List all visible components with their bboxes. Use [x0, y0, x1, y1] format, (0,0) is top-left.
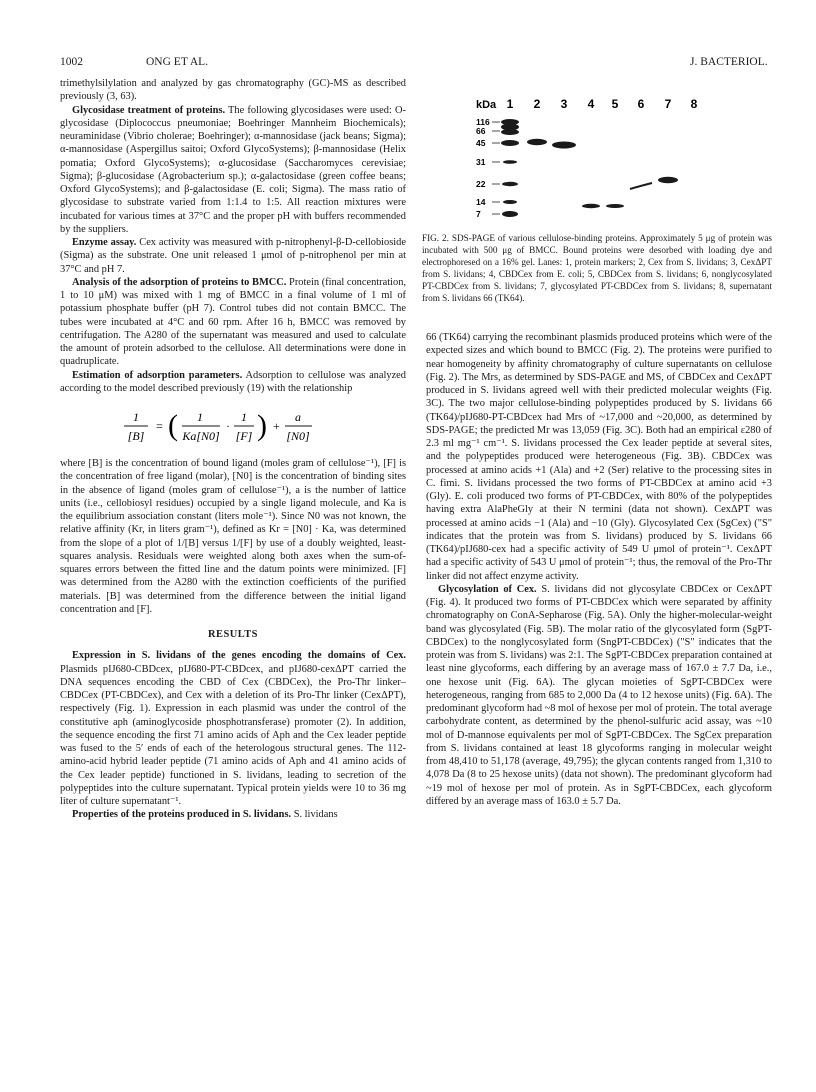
lane-label: 8 — [690, 97, 698, 111]
paragraph-text: Cex activity was measured with p-nitrophenyl-β-D-cellobioside (Sigma) as the substrate. One unit released 1 μmol of p-nitrophenol per min at 37°C and pH 7. — [60, 237, 406, 275]
marker-label: 7 — [476, 209, 481, 219]
eq-lhs-num: 1 — [133, 410, 139, 424]
adsorption-equation — [60, 401, 406, 453]
eq-c-num: a — [295, 410, 301, 424]
section-heading: Glycosylation of Cex. — [438, 583, 537, 595]
lane-label: 3 — [560, 97, 568, 111]
section-heading: Enzyme assay. — [72, 237, 137, 248]
paragraph: trimethylsilylation and analyzed by gas chromatography (GC)-MS as described previously (3, 63). — [60, 78, 406, 103]
eq-c-den: [N0] — [286, 429, 310, 443]
lane-3-band — [552, 142, 576, 149]
left-column — [60, 77, 406, 822]
lane-label: 7 — [664, 97, 672, 111]
marker-label: 14 — [476, 197, 486, 207]
marker-label: 45 — [476, 138, 486, 148]
eq-a-den: Ka[N0] — [182, 429, 220, 443]
eq-left-paren: ( — [168, 409, 178, 442]
section-heading: Analysis of the adsorption of proteins to BMCC. — [72, 276, 287, 288]
lane-label: 5 — [611, 97, 619, 111]
eq-right-paren: ) — [257, 409, 267, 442]
lane-label: 6 — [637, 97, 645, 111]
eq-equals: = — [156, 419, 163, 433]
lane-1-marker-bands — [501, 119, 519, 217]
lane-4-band — [582, 204, 600, 208]
sds-page-gel-figure — [470, 96, 720, 224]
figure-caption: FIG. 2. SDS-PAGE of various cellulose-binding proteins. Approximately 5 μg of protein was incubated with 500 μg of BMCC. Bound proteins were desorbed with loading dye and electrophoresed on a 16% gel. Lanes: 1, protein markers; 2, Cex from S. lividans; 3, CexΔPT from S. lividans; 4, CBDCex from E. coli; 5, CBDCex from S. lividans; 6, nonglycosylated PT-CBDCex from S. lividans; 7, glycosylated PT-CBDCex from S. lividans; 8, supernatant from S. lividans 66 (TK64). — [422, 233, 772, 303]
lane-7-band — [658, 177, 678, 183]
results-heading: RESULTS — [208, 629, 258, 640]
paragraph-text: S. lividans did not glycosylate CBDCex or CexΔPT (Fig. 4). It produced two forms of PT-CBDCex which were separated by affinity chromatography on ConA-Sepharose (Fig. 5A). Only the higher-molecular-weight band was glycosylated (Fig. 5B). The molar ratio of the glycosylated form (SgPT-CBDCex) to the nonglycosylated form (SngPT-CBDCex) ("S" indicates that the protein was from S. lividans) was 2:1. The SgPT-CBDCex preparation contained at least nine glycoforms, each differing by an average mass of 167.0 ± 7.7 Da, i.e., one hexose unit (Fig. 6A). The glycan moieties of SgPT-CBDCex were heterogeneous, ranging from 685 to 2,000 Da (4 to 12 hexose units) (Fig. 6A). The predominant glycoform had ~8 mol of hexose per mol of protein. The total average carbohydrate content, as determined by the phenol-sulfuric acid assay, was ~10 mol of D-mannose equivalents per mol of SgPT-CBDCex. The SgCex preparation from S. lividans contained at least 18 glycoforms ranging in molecular weight from 48,410 to 51,178 (average, 49,795); the glycan contents ranged from 1,310 to 4,078 Da (8 to 25 hexose units) (data not shown). The predominant glycoform had ~19 mol of hexose per mol of protein. As in SgPT-CBDCex, each glycoform differed by an average mass of 163.0 ± 5.7 Da. — [426, 583, 773, 807]
lane-5-band — [606, 204, 624, 208]
eq-a-num: 1 — [197, 410, 203, 424]
marker-label: 22 — [476, 179, 486, 189]
paragraph: where [B] is the concentration of bound ligand (moles gram of cellulose⁻¹), [F] is the concentration of free ligand (molar), [N0] is the concentration of binding sites in the absence of ligand (moles gram of cellulose⁻¹), a is the number of lattice units (i.e., cellobiosyl residues) occupied by a single ligand molecule, and Ka is the equilibrium association constant (liters mole⁻¹). Since N0 was not known, the relative affinity (Kr, in liters gram⁻¹), defined as Kr = [N0] · Ka, was determined from the slope of a plot of 1/[B] versus 1/[F] by use of a doubly weighted, least-squares analysis. Residuals were weighted along both axes when the sum-of-squares errors between the fitted line and the datum points were minimized. [F] was determined from the A280 with the extinction coefficients of the purified materials. [B] was determined from the difference between the initial ligand concentration and [F]. — [60, 458, 406, 615]
kda-label: kDa — [476, 99, 497, 111]
journal-name: J. BACTERIOL. — [690, 56, 768, 68]
paragraph-text: Plasmids pIJ680-CBDcex, pIJ680-PT-CBDcex, and pIJ680-cexΔPT carried the DNA sequences encoding the CBD of Cex (CBDCex), the Pro-Thr linker–CBDCex (PT-CBDCex), and Cex with a deletion of its Pro-Thr linker (CexΔPT), respectively (Fig. 1). Expression in each plasmid was under the control of the constitutive aph (aminoglycoside phosphotransferase) promoter (2). In addition, the sequence encoding the first 71 amino acids of Aph and the Cex leader peptide was fused to the 5′ ends of each of the heterologous structural genes. The 112-amino-acid hybrid leader peptide (71 amino acids of Aph and 41 amino acids of the Cex leader peptide) functioned in S. lividans, leading to secretion of the polypeptides into the culture supernatant. Typical protein yields were 10 to 36 mg liter of culture supernatant⁻¹. — [60, 663, 406, 807]
paragraph-text: The following glycosidases were used: O-glycosidase (Diplococcus pneumoniae; Boehringer Mannheim Biochemicals); neuraminidase (Vibrio cholerae; Boehringer); α-mannosidase (jack beans; Sigma); α-mannosidase (Aspergillus saitoi; Oxford GlycoSystems); β-mannosidase (Helix pomatia; Oxford GlycoSystems); α-glucosidase (Saccharomyces cerevisiae; Sigma); β-glucosidase (Agrobacterium sp.); α-galactosidase (green coffee beans; Oxford GlycoSystems); and β-galactosidase (E. coli; Sigma). The mass ratio of glycosidase to substrate varied from 1:1.4 to 1:5. All reaction mixtures were incubated for various times at 37°C and the proper pH with buffers recommended by the suppliers. — [60, 104, 406, 235]
paragraph-text: S. lividans — [291, 809, 338, 821]
lane-2-band — [527, 139, 547, 145]
section-heading: Properties of the proteins produced in S. lividans. — [72, 809, 292, 821]
eq-dot: · — [226, 419, 230, 433]
right-column — [426, 331, 772, 808]
section-heading: Glycosidase treatment of proteins. — [72, 104, 226, 116]
marker-label: 116 — [476, 117, 490, 127]
section-heading: Estimation of adsorption parameters. — [72, 369, 243, 381]
section-heading: Expression in S. lividans of the genes encoding the domains of Cex. — [72, 650, 406, 662]
lane-label: 2 — [533, 97, 541, 111]
paragraph-text: Adsorption to cellulose was analyzed according to the model described previously (19) with the relationship — [60, 369, 406, 394]
page-number: 1002 — [60, 56, 83, 68]
eq-b-den: [F] — [235, 429, 253, 443]
running-authors: ONG ET AL. — [146, 56, 209, 68]
lane-label: 1 — [506, 97, 514, 111]
marker-label: 31 — [476, 157, 486, 167]
paragraph-text: Protein (final concentration, 1 to 10 μM) was mixed with 1 mg of BMCC in a final volume of 1 ml of potassium phosphate buffer (pH 7). Control tubes did not contain BMCC. The tubes were incubated at 4°C and 60 rpm. After 16 h, BMCC was removed by centrifugation. The A280 of the supernatant was measured and used to calculate the amount of protein adsorbed to the cellulose. All determinations were done in quadruplicate. — [60, 276, 407, 368]
lane-label: 4 — [587, 97, 595, 111]
marker-ticks — [492, 122, 500, 214]
lane-6-band — [630, 183, 652, 189]
marker-label: 66 — [476, 126, 486, 136]
eq-b-num: 1 — [241, 410, 247, 424]
paragraph: 66 (TK64) carrying the recombinant plasmids produced proteins which were of the expected sizes and which bound to BMCC (Fig. 2). The proteins were purified to near homogeneity by affinity chromatography of culture supernatants on cellulose (Fig. 2). The Mrs, as determined by SDS-PAGE and MS, of CBDCex and CexΔPT produced in S. lividans agreed well with their predicted molecular weights (Fig. 3C). The two major cellulose-binding polypeptides produced by S. lividans 66 (TK64)/pIJ680-PT-CBDcex had Mrs of ~17,000 and ~20,000, as determined by SDS-PAGE; the predicted Mr was 13,059 (Fig. 3C). Both had an empirical ε280 of 2.3 ml mg⁻¹ cm⁻¹. S. lividans processed the Cex leader peptide at several sites, and the polypeptides produced were heterogeneous (Fig. 3B). CBDCex was processed at amino acids +1 (Ala) and +2 (Ser) relative to the processing sites in C. fimi. S. lividans processed the two forms of PT-CBDCex at amino acid +3 (Gly). E. coli produced two forms of PT-CBDCex, with 80% of the polypeptides having extra AlaPheGly at their N termini (data not shown). CexΔPT was processed at amino acids −1 (Ala) and −10 (Gly). Glycosylated Cex (SgCex) ("S" indicates that the protein was from S. lividans) produced by S. lividans 66 (TK64)/pIJ680-cex had a specific activity of 549 U μmol of protein⁻¹. CexΔPT had a specific activity of 543 U μmol of protein⁻¹; thus, the removal of the Pro-Thr linker did not affect enzyme activity. — [426, 332, 773, 582]
eq-plus: + — [273, 419, 280, 433]
eq-lhs-den: [B] — [127, 429, 145, 443]
